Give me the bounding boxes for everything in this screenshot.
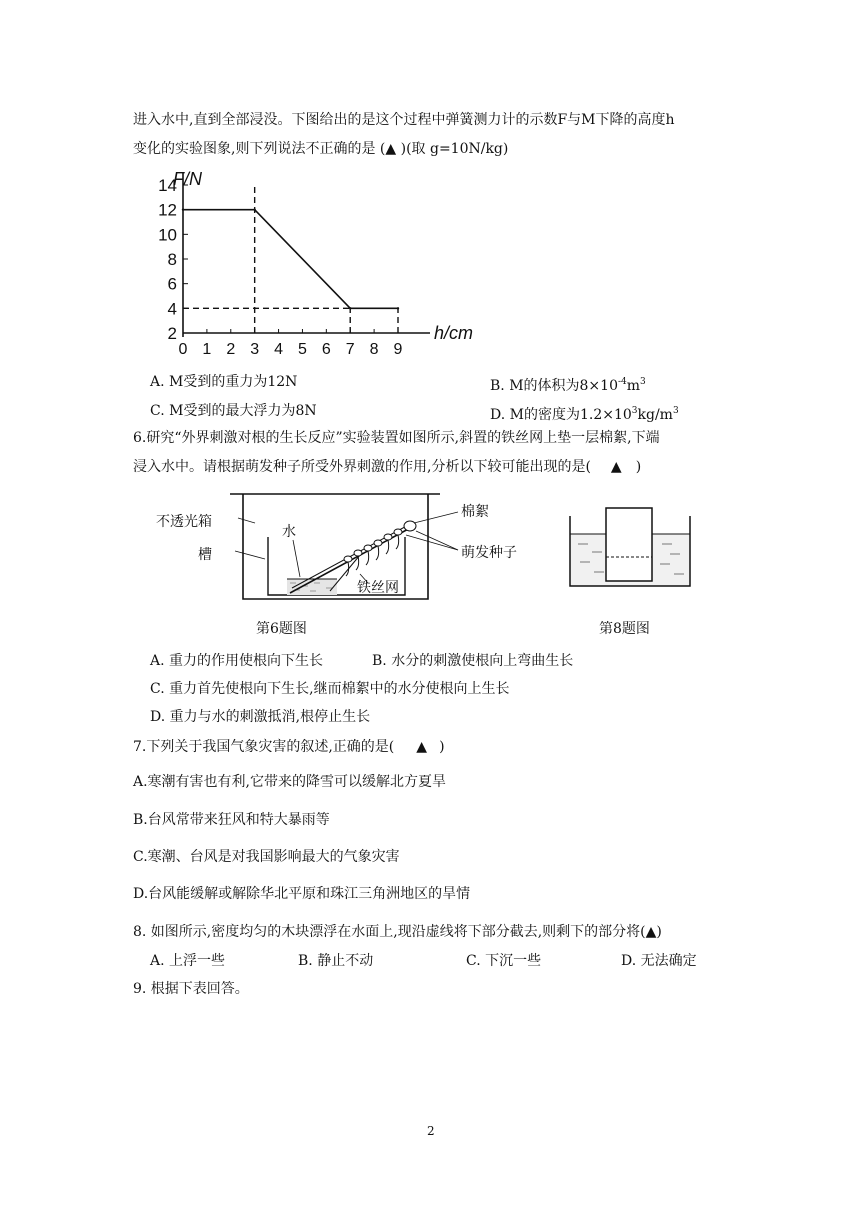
x-tick-label: 0: [178, 341, 188, 358]
q5-option-d-unit: kg/m: [637, 407, 673, 423]
floating-block-figure: [566, 500, 706, 600]
q8-option-c: C. 下沉一些: [466, 953, 542, 969]
q5-intro-text: 变化的实验图象,则下列说法不正确的是 (: [133, 141, 386, 157]
x-axis-label: h/cm: [434, 323, 474, 343]
q5-option-b-unit: m: [626, 378, 641, 394]
q8-stem: [133, 922, 662, 942]
answer-mark: ▲: [385, 141, 397, 157]
x-tick-label: 8: [369, 341, 379, 358]
answer-mark: ▲: [610, 459, 622, 475]
q6-stem-end: ): [635, 459, 642, 475]
x-tick-label: 7: [345, 341, 355, 358]
x-tick-label: 9: [393, 341, 403, 358]
q5-option-b: [490, 372, 646, 396]
q8-stem-end: ): [656, 924, 662, 940]
label-wire-net: 铁丝网: [357, 580, 399, 596]
x-tick-label: 1: [202, 341, 212, 358]
answer-mark: ▲: [645, 924, 657, 940]
q6-option-c: C. 重力首先使根向下生长,继而棉絮中的水分使根向上生长: [150, 681, 510, 697]
q5-intro-tail: )(取 g=10N/kg): [396, 141, 509, 157]
q5-option-d: [490, 401, 679, 425]
q5-option-d-text: D. M的密度为1.2×10: [490, 407, 632, 423]
q7-stem-end: ): [439, 739, 445, 755]
label-lightproof-box: 不透光箱: [156, 514, 212, 530]
q6-option-b: B. 水分的刺激使根向上弯曲生长: [372, 653, 574, 669]
q8-stem-text: 8. 如图所示,密度均匀的木块漂浮在水面上,现沿虚线将下部分截去,则剩下的部分将(: [133, 924, 646, 940]
data-point: [253, 208, 255, 210]
q5-intro-line1: 进入水中,直到全部浸没。下图给出的是这个过程中弹簧测力计的示数F与M下降的高度h: [133, 112, 675, 128]
x-tick-label: 4: [274, 341, 284, 358]
force-series-line: [183, 210, 398, 309]
label-cotton: 棉絮: [461, 504, 489, 520]
q5-option-d-unit-exp: 3: [672, 406, 679, 416]
q8-option-b: B. 静止不动: [298, 953, 374, 969]
caption-figure-6: 第6题图: [256, 621, 307, 637]
q7-option-b: B.台风常带来狂风和特大暴雨等: [133, 812, 330, 828]
y-tick-label: 6: [167, 274, 177, 294]
q6-option-d: D. 重力与水的刺激抵消,根停止生长: [150, 709, 371, 725]
q5-option-d-exp: 3: [631, 406, 638, 416]
q7-option-c: C.寒潮、台风是对我国影响最大的气象灾害: [133, 849, 400, 865]
q6-stem-line2: [133, 457, 641, 477]
y-tick-label: 4: [167, 299, 177, 319]
y-tick-label: 12: [158, 200, 177, 220]
y-tick-label: 14: [158, 176, 177, 195]
y-tick-label: 8: [167, 250, 177, 269]
label-seeds: 萌发种子: [461, 545, 517, 561]
q7-option-d: D.台风能缓解或解除华北平原和珠江三角洲地区的旱情: [133, 886, 471, 902]
x-tick-label: 2: [226, 341, 236, 358]
q6-option-a: A. 重力的作用使根向下生长: [150, 653, 324, 669]
y-axis-label: F/N: [173, 169, 202, 189]
data-point: [349, 307, 351, 309]
data-point: [397, 307, 399, 309]
q5-intro-line2: [133, 139, 508, 159]
q5-option-c: C. M受到的最大浮力为8N: [150, 403, 317, 419]
q7-stem-text: 7.下列关于我国气象灾害的叙述,正确的是(: [133, 739, 395, 755]
q5-option-b-text: B. M的体积为8×10: [490, 378, 618, 394]
answer-mark: ▲: [416, 739, 428, 755]
page-number: 2: [427, 1124, 435, 1138]
data-point: [182, 208, 184, 210]
x-tick-label: 6: [321, 341, 331, 358]
q5-option-a: A. M受到的重力为12N: [150, 374, 298, 390]
y-tick-label: 10: [158, 225, 177, 245]
force-height-chart: [150, 165, 480, 365]
q7-stem: [133, 737, 445, 757]
q5-option-b-unit-exp: 3: [640, 377, 646, 387]
q8-option-a: A. 上浮一些: [150, 953, 226, 969]
label-trough: 槽: [198, 547, 212, 563]
q6-stem-text: 浸入水中。请根据萌发种子所受外界刺激的作用,分析以下较可能出现的是(: [133, 459, 591, 475]
q5-option-b-exp: -4: [617, 377, 627, 387]
y-tick-label: 2: [167, 324, 177, 343]
q7-option-a: A.寒潮有害也有利,它带来的降雪可以缓解北方夏旱: [133, 774, 447, 790]
q8-option-d: D. 无法确定: [621, 953, 697, 969]
caption-figure-8: 第8题图: [599, 621, 650, 637]
x-tick-label: 3: [250, 341, 260, 358]
wooden-block: [606, 508, 652, 581]
x-tick-label: 5: [297, 341, 307, 358]
q9-stem: 9. 根据下表回答。: [133, 981, 249, 997]
q6-stem-line1: 6.研究“外界刺激对根的生长反应”实验装置如图所示,斜置的铁丝网上垫一层棉絮,下端: [133, 430, 660, 446]
label-water: 水: [282, 524, 296, 540]
